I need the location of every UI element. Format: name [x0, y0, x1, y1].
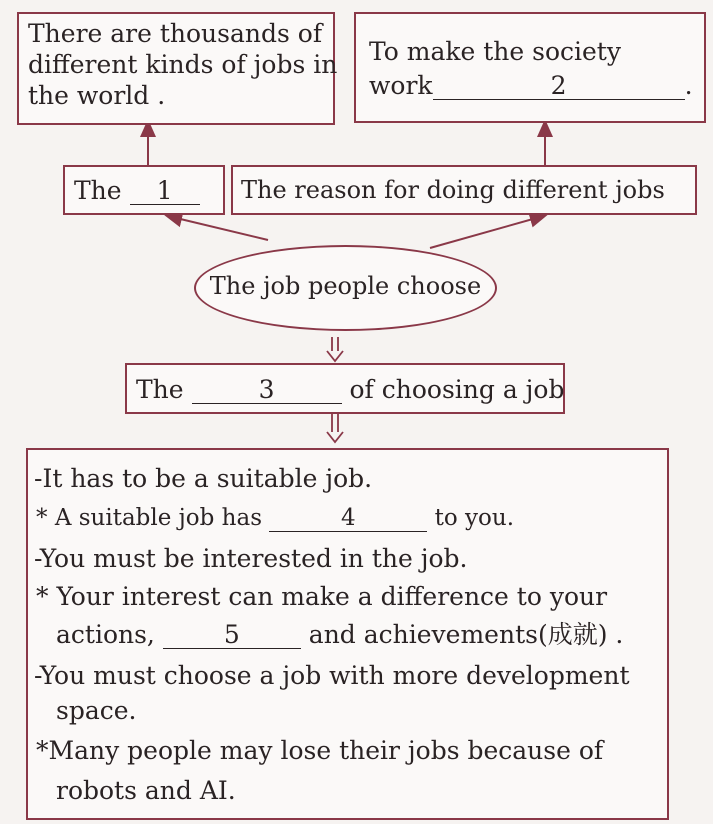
top-left-box — [17, 12, 338, 125]
dash-bullet: - — [34, 464, 43, 493]
the-1-box — [63, 165, 225, 215]
top-right-work-label: work — [369, 71, 433, 100]
top-left-line-2: different kinds of jobs in — [28, 50, 338, 79]
arrow-ellipse-to-reason — [430, 217, 540, 248]
item1-detail-line — [36, 503, 514, 534]
blank-2 — [433, 73, 685, 100]
the-3-prefix: The — [136, 375, 184, 404]
blank-3 — [192, 377, 342, 404]
item2-detail-line-2 — [56, 619, 623, 650]
the-1-line — [74, 175, 200, 206]
blank-1-number: 1 — [156, 176, 173, 205]
item2-detail-prefix: actions, — [56, 620, 155, 649]
top-right-line-1: To make the society — [369, 37, 621, 66]
the-3-box — [125, 363, 565, 414]
star-bullet: * — [36, 505, 48, 531]
blank-4-number: 4 — [341, 505, 356, 531]
center-ellipse — [194, 245, 497, 331]
item3-detail-text-1: Many people may lose their jobs because of — [48, 736, 604, 765]
item3-heading-line-1 — [34, 660, 630, 691]
blank-2-number: 2 — [550, 71, 567, 100]
item2-detail-suffix: and achievements(成就) . — [308, 620, 624, 649]
dash-bullet: - — [34, 544, 40, 573]
item2-heading: You must be interested in the job. — [39, 544, 468, 573]
star-bullet: * — [36, 736, 49, 765]
reason-box — [231, 165, 697, 215]
item1-heading-line — [34, 463, 372, 494]
dash-bullet: - — [34, 661, 40, 690]
the-3-suffix: of choosing a job — [349, 375, 565, 404]
item3-detail-line-2: robots and AI. — [56, 776, 236, 805]
blank-4 — [269, 505, 427, 532]
blank-5-number: 5 — [223, 620, 240, 649]
top-right-period: . — [684, 71, 693, 100]
item1-detail-suffix: to you. — [434, 505, 515, 531]
item3-detail-line-1 — [36, 735, 603, 766]
the-1-prefix: The — [74, 176, 122, 205]
bottom-box — [26, 448, 669, 820]
hollow-arrow-the3-to-bottom — [327, 414, 343, 442]
reason-text: The reason for doing different jobs — [241, 176, 665, 204]
blank-1 — [130, 178, 200, 205]
the-3-line — [136, 374, 564, 405]
item3-heading-text-1: You must choose a job with more development — [39, 661, 630, 690]
top-left-line-3: the world . — [28, 81, 166, 110]
top-right-box — [354, 12, 706, 123]
top-right-line-2 — [369, 70, 693, 101]
item2-detail-line-1 — [36, 581, 607, 612]
top-left-line-1: There are thousands of — [28, 19, 323, 48]
center-ellipse-text: The job people choose — [209, 272, 482, 300]
item1-detail-prefix: A suitable job has — [54, 505, 263, 531]
blank-5 — [163, 622, 301, 649]
blank-3-number: 3 — [258, 375, 275, 404]
item3-heading-line-2: space. — [56, 696, 137, 725]
item2-detail-text-1: Your interest can make a difference to your — [56, 582, 608, 611]
arrow-ellipse-to-the1 — [172, 217, 268, 240]
item1-heading: It has to be a suitable job. — [42, 464, 373, 493]
star-bullet: * — [36, 582, 49, 611]
item2-heading-line — [34, 543, 468, 574]
hollow-arrow-ellipse-to-the3 — [327, 337, 343, 361]
